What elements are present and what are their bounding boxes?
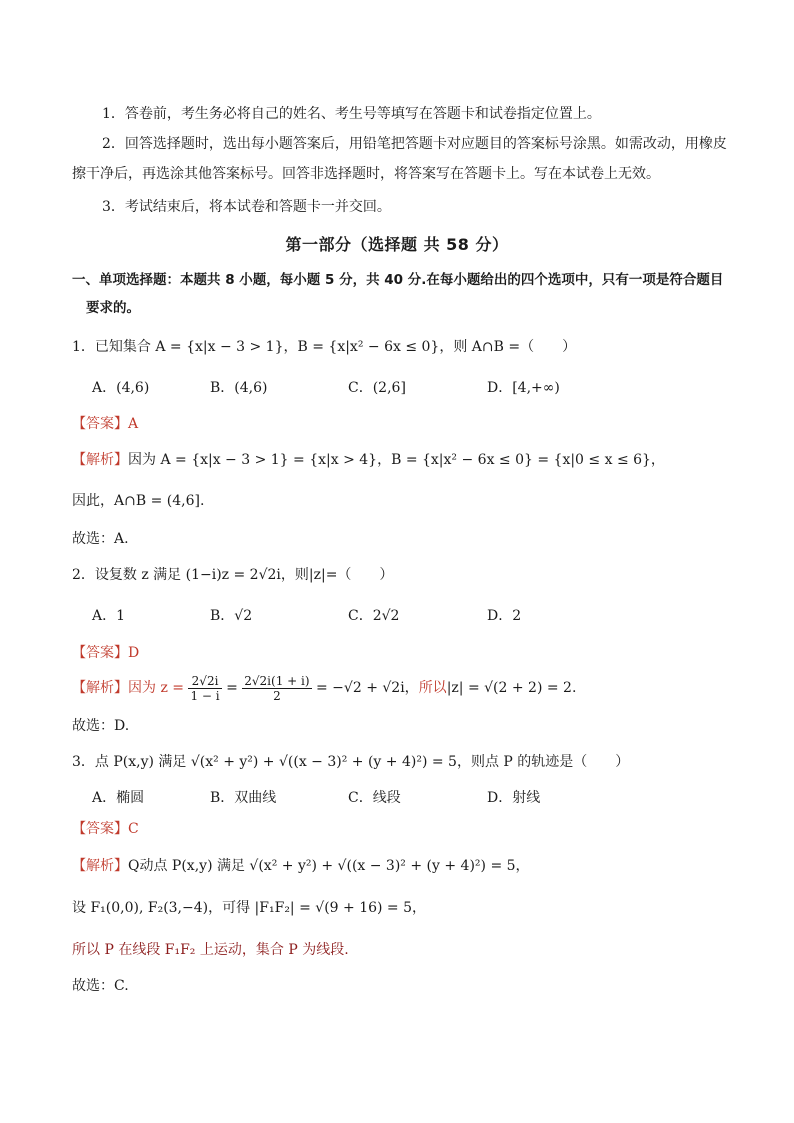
q3-option-d[interactable]: D．射线 [487,790,541,806]
q1-answer-value: A [128,416,139,432]
q2-analysis-tag: 【解析】 [72,680,128,696]
q3-option-b[interactable]: B．双曲线 [210,790,277,806]
q1-analysis-text: 因为 A = {x|x − 3 > 1} = {x|x > 4}，B = {x|x² − 6x ≤ 0} = {x|0 ≤ x ≤ 6}， [128,452,665,468]
q3-answer-tag: 【答案】 [72,821,128,837]
q1-option-b[interactable]: B．(4,6) [210,380,268,396]
notice-item-2-line-2: 擦干净后，再选涂其他答案标号。回答非选择题时，将答案写在答题卡上。写在本试卷上无效。 [72,166,660,182]
q3-answer-value: C [128,821,139,837]
q2-analysis [72,670,576,706]
q2-option-b[interactable]: B．√2 [210,608,253,624]
q2-analysis-text-c: 所以 [418,680,447,696]
q2-fraction-2 [242,674,311,703]
q2-fraction-1 [188,674,221,703]
q2-answer [72,643,139,663]
q3-analysis-line-2: 设 F₁(0,0), F₂(3,−4)，可得 |F₁F₂| = √(9 + 16) = 5， [72,900,427,916]
q3-analysis-line-1 [72,856,530,876]
q3-choose: 故选：C. [72,978,129,994]
part-title: 第一部分（选择题 共 58 分） [285,235,509,254]
q3-option-a[interactable]: A．椭圆 [92,790,145,806]
q1-option-c[interactable]: C．(2,6] [348,380,406,396]
q2-option-a[interactable]: A．1 [92,608,126,624]
q2-answer-tag: 【答案】 [72,645,128,661]
q2-fraction-2-denominator: 2 [273,688,281,703]
q3-analysis-tag: 【解析】 [72,858,128,874]
q1-answer-tag: 【答案】 [72,416,128,432]
q1-analysis-line-2: 因此，A∩B = (4,6]. [72,493,205,509]
q1-analysis-tag: 【解析】 [72,452,128,468]
q2-choose: 故选：D. [72,718,130,734]
q1-stem: 1．已知集合 A = {x|x − 3 > 1}，B = {x|x² − 6x ≤ 0}，则 A∩B =（ ） [72,339,577,355]
q2-analysis-text-d: |z| = √(2 + 2) = 2. [446,680,577,696]
section-instructions-line-2: 要求的。 [86,300,140,316]
q3-analysis-text: Q动点 P(x,y) 满足 √(x² + y²) + √((x − 3)² + (y + 4)²) = 5， [128,858,530,874]
notice-item-1: 1．答卷前，考生务必将自己的姓名、考生号等填写在答题卡和试卷指定位置上。 [102,106,601,122]
q2-analysis-text-b: = −√2 + √2i， [316,680,419,696]
q3-stem: 3．点 P(x,y) 满足 √(x² + y²) + √((x − 3)² + (y + 4)²) = 5，则点 P 的轨迹是（ ） [72,754,630,770]
q1-answer [72,414,138,434]
q2-fraction-2-numerator: 2√2i(1 + i) [244,673,310,688]
q2-fraction-1-denominator: 1 − i [190,688,220,703]
q1-analysis-line-1 [72,450,665,470]
q2-answer-value: D [128,645,140,661]
q2-analysis-text-a: 因为 z = [128,680,185,696]
q3-analysis-line-3: 所以 P 在线段 F₁F₂ 上运动，集合 P 为线段. [72,942,349,958]
q1-option-a[interactable]: A．(4,6) [92,380,150,396]
q2-stem: 2．设复数 z 满足 (1−i)z = 2√2i，则|z|=（ ） [72,567,394,583]
notice-item-3: 3．考试结束后，将本试卷和答题卡一并交回。 [102,199,391,215]
q3-option-c[interactable]: C．线段 [348,790,401,806]
q2-fraction-1-numerator: 2√2i [188,674,221,689]
q3-answer [72,819,139,839]
q2-option-c[interactable]: C．2√2 [348,608,400,624]
q2-option-d[interactable]: D．2 [487,608,522,624]
q1-choose: 故选：A. [72,531,129,547]
q1-option-d[interactable]: D．[4,+∞) [487,380,560,396]
q2-equals: = [226,680,238,696]
section-instructions-line-1: 一、单项选择题：本题共 8 小题，每小题 5 分，共 40 分.在每小题给出的四个选项中，只有一项是符合题目 [72,272,724,288]
notice-item-2-line-1: 2．回答选择题时，选出每小题答案后，用铅笔把答题卡对应题目的答案标号涂黑。如需改动，用橡皮 [102,136,727,152]
